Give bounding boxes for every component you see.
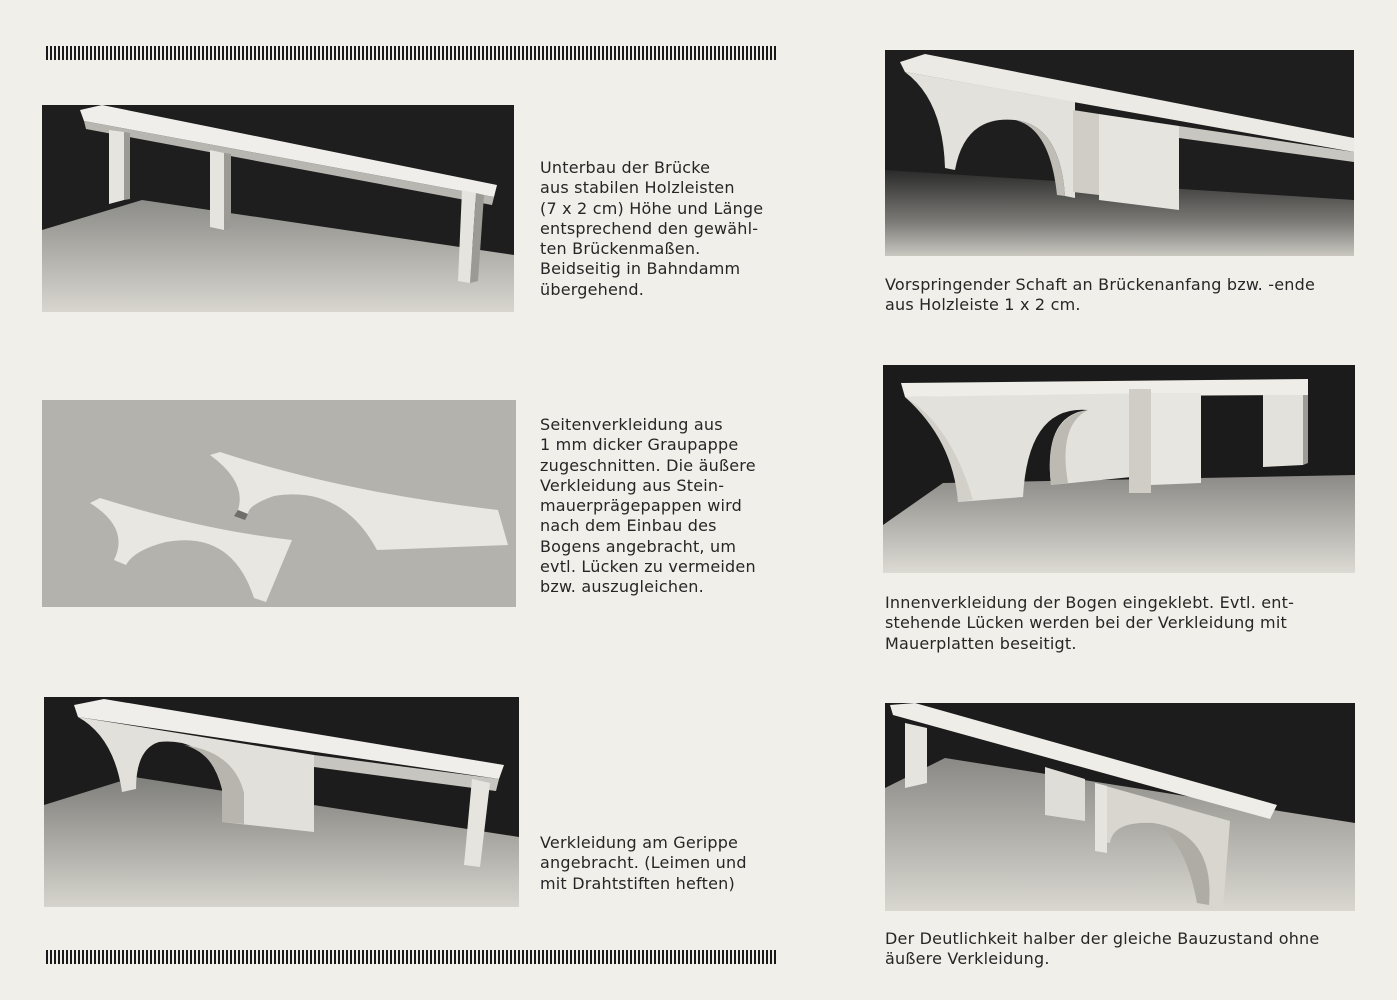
photo-protruding-shaft xyxy=(885,50,1354,256)
caption-step1: Unterbau der Brücke aus stabilen Holzleisten (7 x 2 cm) Höhe und Länge entsprechend den gewähl- ten Brückenmaßen. Beidseitig in Bahndamm übergehend. xyxy=(540,158,764,299)
photo-inner-cladding xyxy=(883,365,1355,573)
photo-frame-substructure xyxy=(42,105,514,312)
bottom-rule xyxy=(46,950,776,964)
caption-step5: Innenverkleidung der Bogen eingeklebt. Evtl. ent- stehende Lücken werden bei der Verkleidung mit Mauerplatten beseitigt. xyxy=(885,593,1295,653)
caption-step6: Der Deutlichkeit halber der gleiche Bauzustand ohne äußere Verkleidung. xyxy=(885,929,1320,969)
caption-step4: Vorspringender Schaft an Brückenanfang bzw. -ende aus Holzleiste 1 x 2 cm. xyxy=(885,275,1316,315)
photo-side-panels xyxy=(42,400,516,607)
caption-step3: Verkleidung am Gerippe angebracht. (Leimen und mit Drahtstiften heften) xyxy=(540,833,747,893)
caption-step2: Seitenverkleidung aus 1 mm dicker Graupappe zugeschnitten. Die äußere Verkleidung aus Stein- mauerprägepappen wird nach dem Einbau des Bogens angebracht, um evtl. Lücken zu vermeiden bzw. auszugleichen. xyxy=(540,415,756,597)
top-rule xyxy=(46,46,776,60)
photo-cladding-attached xyxy=(44,697,519,907)
photo-without-outer-cladding xyxy=(885,703,1355,911)
